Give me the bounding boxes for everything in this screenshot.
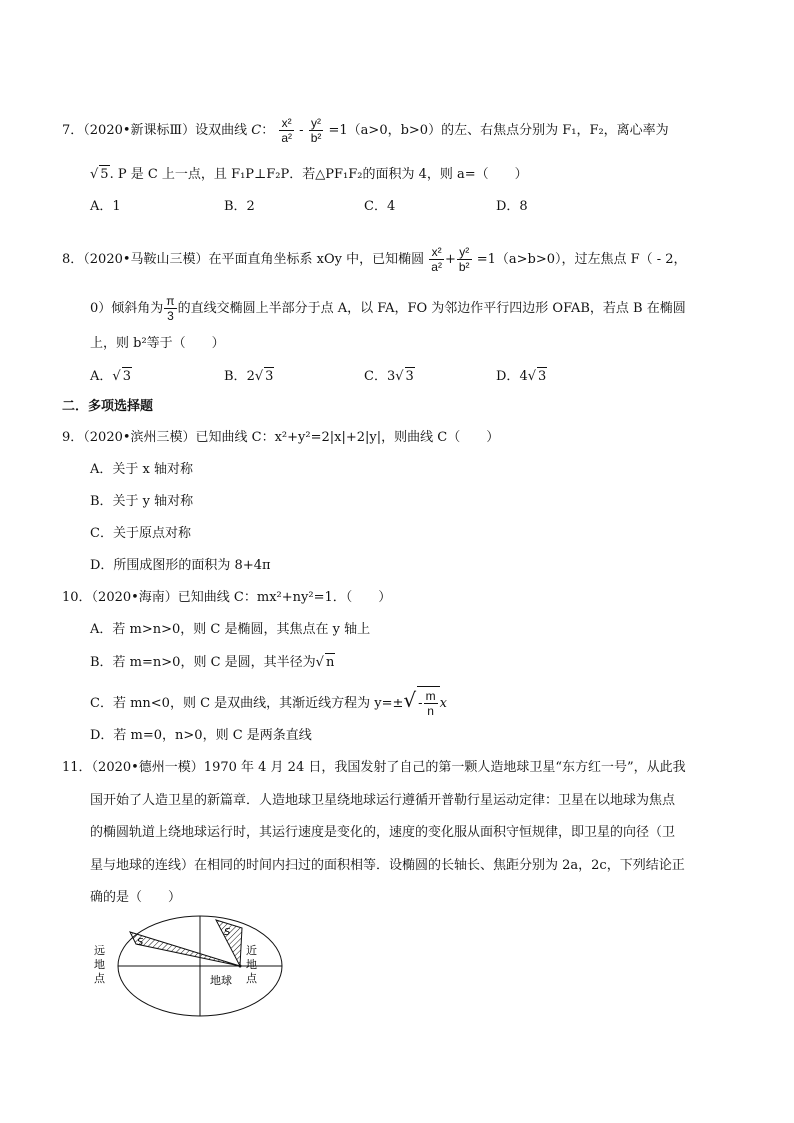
q7-frac-x-num: x² xyxy=(279,116,294,131)
q10-option-c-text: C．若 mn<0，则 C 是双曲线，其渐近线方程为 y=± xyxy=(90,696,404,711)
q8-frac-y-den: b² xyxy=(458,260,470,274)
q8-frac-pi-den: 3 xyxy=(167,309,174,323)
q7-option-d: D．8 xyxy=(496,199,528,214)
q8-option-c-coef: 3 xyxy=(386,369,396,384)
q9-option-a: A．关于 x 轴对称 xyxy=(90,462,193,477)
near-point-label-2: 地 xyxy=(246,958,257,971)
s-label-far: S xyxy=(137,937,144,948)
q8-frac-x-den: a² xyxy=(431,260,442,274)
q8-frac-pi-num: π xyxy=(166,294,175,308)
near-point-label-3: 点 xyxy=(246,972,257,985)
q8-text-a: 在平面直角坐标系 xOy 中，已知椭圆 xyxy=(208,252,425,267)
q9-line: 9．（2020•滨州三模）已知曲线 C：x²+y²=2|x|+2|y|，则曲线 C（ ） xyxy=(62,430,500,445)
section-heading-multiple-choice: 二．多项选择题 xyxy=(62,399,154,414)
q7-frac-y xyxy=(309,116,324,145)
q8-text-c: 0）倾斜角为 xyxy=(90,301,164,316)
q8-plus: + xyxy=(444,252,456,267)
q8-frac-y-num: y² xyxy=(457,245,472,260)
q8-option-b-rad: 3 xyxy=(265,369,274,384)
q8-option-d-sqrt-icon: √ xyxy=(527,369,537,384)
q10-option-b xyxy=(90,653,335,672)
q8-frac-x-num: x² xyxy=(429,245,444,260)
q10-option-c-minus: - xyxy=(418,696,423,711)
q8-frac-x xyxy=(429,245,444,274)
q8-source: （2020•马鞍山三模） xyxy=(83,252,209,267)
q8-option-c xyxy=(364,367,415,386)
q10-option-b-sqrt-icon: √ xyxy=(315,655,324,670)
q7-line1 xyxy=(62,116,669,145)
q10-option-c-rad xyxy=(417,686,439,718)
q8-option-d-rad: 3 xyxy=(538,369,547,384)
earth-label: 地球 xyxy=(210,974,232,987)
q8-text-d: 的直线交椭圆上半部分于点 A，以 FA，FO 为邻边作平行四边形 OFAB，若点 B 在椭圆 xyxy=(177,301,686,316)
q7-source: （2020•新课标Ⅲ） xyxy=(83,123,196,138)
q8-option-c-label: C． xyxy=(364,369,387,384)
q7-option-a: A．1 xyxy=(90,199,121,214)
q8-option-a-label: A． xyxy=(90,369,113,384)
q7-text-a: 设双曲线 xyxy=(195,123,248,138)
q9-option-c: C．关于原点对称 xyxy=(90,526,191,541)
q10-line: 10．（2020•海南）已知曲线 C：mx²+ny²=1．（ ） xyxy=(62,590,392,605)
q10-option-b-rad: n xyxy=(325,655,335,670)
q7-option-b: B．2 xyxy=(224,199,255,214)
q8-text-b: =1（a>b>0），过左焦点 F（ - 2， xyxy=(476,252,687,267)
q7-minus: - xyxy=(299,123,304,138)
q11-line3: 的椭圆轨道上绕地球运行时，其运行速度是变化的，速度的变化服从面积守恒规律，即卫星的向径（卫 xyxy=(90,825,676,840)
q10-option-c xyxy=(90,686,447,718)
q11-line5: 确的是（ ） xyxy=(90,890,182,905)
q7-sqrt-value: 5 xyxy=(100,167,109,182)
q9-option-b: B．关于 y 轴对称 xyxy=(90,494,194,509)
q7-option-c: C．4 xyxy=(364,199,396,214)
q8-option-d-coef: 4 xyxy=(519,369,528,384)
q11-line2: 国开始了人造卫星的新篇章．人造地球卫星绕地球运行遵循开普勒行星运动定律：卫星在以地球为焦点 xyxy=(90,793,676,808)
s-label-near: S xyxy=(224,927,231,938)
q7-text-c: . P 是 C 上一点，且 F₁P⊥F₂P．若△PF₁F₂的面积为 4，则 a=（ ） xyxy=(109,167,528,182)
orbit-figure xyxy=(88,910,288,1025)
q7-sqrt-symbol: √ xyxy=(90,167,99,182)
q11-line1: 11．（2020•德州一模）1970 年 4 月 24 日，我国发射了自己的第一颗人造地球卫星“东方红一号”，从此我 xyxy=(62,760,686,775)
q8-option-b xyxy=(224,367,274,386)
q8-frac-y xyxy=(457,245,472,274)
q8-number: 8． xyxy=(62,252,84,267)
q10-option-d: D．若 m=0，n>0，则 C 是两条直线 xyxy=(90,728,312,743)
q8-option-c-sqrt-icon: √ xyxy=(395,369,404,384)
q8-frac-pi xyxy=(164,294,176,323)
q8-line2 xyxy=(90,294,686,323)
q7-frac-y-den: b² xyxy=(310,131,322,145)
q8-option-a-rad: 3 xyxy=(122,369,131,384)
q7-frac-x-den: a² xyxy=(281,131,293,145)
q7-colon: ： xyxy=(261,123,275,138)
q10-option-c-x: x xyxy=(439,696,447,711)
q10-option-c-frac xyxy=(424,689,438,718)
q7-frac-x xyxy=(279,116,294,145)
q7-text-b: =1（a>0，b>0）的左、右焦点分别为 F₁，F₂，离心率为 xyxy=(328,123,669,138)
q7-curve-c: C xyxy=(251,123,262,138)
q11-line4: 星与地球的连线）在相同的时间内扫过的面积相等．设椭圆的长轴长、焦距分别为 2a，2c，下列结论正 xyxy=(90,858,685,873)
far-point-label-3: 点 xyxy=(94,972,105,985)
q8-option-b-label: B． xyxy=(224,369,247,384)
q8-line1 xyxy=(62,245,687,274)
q8-option-d xyxy=(496,367,547,386)
q7-line2 xyxy=(90,165,528,184)
far-point-label-1: 远 xyxy=(94,944,105,957)
q10-option-a: A．若 m>n>0，则 C 是椭圆，其焦点在 y 轴上 xyxy=(90,622,371,637)
q10-option-b-text: B．若 m=n>0，则 C 是圆，其半径为 xyxy=(90,655,316,670)
q8-option-b-sqrt-icon: √ xyxy=(254,369,264,384)
q7-number: 7． xyxy=(62,123,84,138)
near-point-label-1: 近 xyxy=(246,944,257,957)
q10-option-c-den: n xyxy=(427,704,434,718)
q7-frac-y-num: y² xyxy=(309,116,324,131)
q10-option-c-sqrt-icon: √ xyxy=(403,688,417,712)
q8-option-a xyxy=(90,367,132,386)
q8-option-d-label: D． xyxy=(496,369,520,384)
q9-option-d: D．所围成图形的面积为 8+4π xyxy=(90,558,271,573)
q8-option-c-rad: 3 xyxy=(405,369,414,384)
q10-option-c-num: m xyxy=(425,689,436,703)
far-point-label-2: 地 xyxy=(94,958,105,971)
q8-line3: 上，则 b²等于（ ） xyxy=(90,336,225,351)
q8-option-a-sqrt-icon: √ xyxy=(112,369,121,384)
q8-option-b-coef: 2 xyxy=(246,369,255,384)
earth-dot xyxy=(239,965,242,968)
